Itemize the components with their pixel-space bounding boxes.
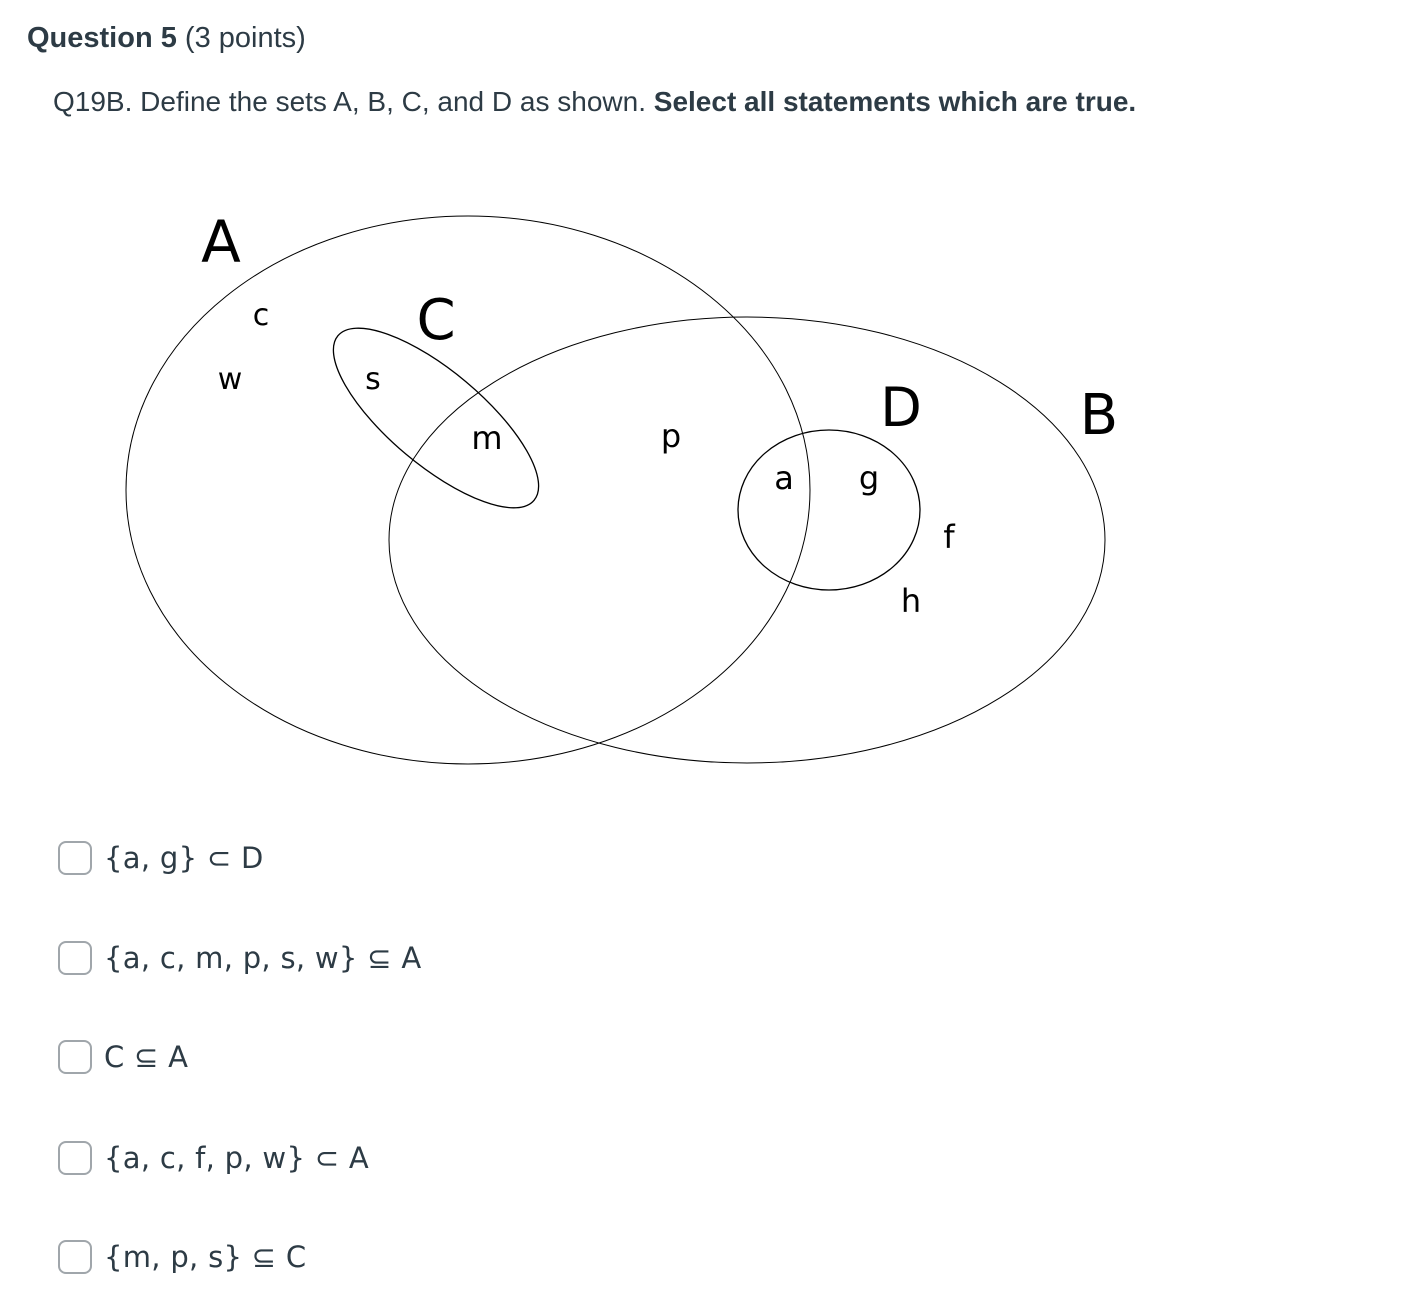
element-g: g bbox=[858, 459, 880, 497]
set-d-ellipse bbox=[738, 430, 920, 590]
element-h: h bbox=[900, 582, 922, 620]
element-a: a bbox=[774, 459, 794, 497]
prompt-instruction: Select all statements which are true. bbox=[653, 86, 1137, 117]
answer-checkbox-2[interactable] bbox=[58, 941, 92, 975]
answer-checkbox-1[interactable] bbox=[58, 841, 92, 875]
element-f: f bbox=[943, 518, 955, 556]
answer-label-2[interactable]: {a, c, m, p, s, w} ⊆ A bbox=[104, 941, 422, 975]
element-p: p bbox=[660, 417, 682, 455]
element-s: s bbox=[365, 362, 381, 397]
element-m: m bbox=[471, 419, 503, 457]
answer-checkbox-5[interactable] bbox=[58, 1240, 92, 1274]
answer-option-3[interactable] bbox=[58, 1037, 188, 1077]
answer-checkbox-4[interactable] bbox=[58, 1141, 92, 1175]
question-title: Question 5 bbox=[27, 22, 177, 54]
set-label-b: B bbox=[1079, 383, 1119, 448]
element-c: c bbox=[252, 298, 270, 333]
answer-option-2[interactable] bbox=[58, 938, 421, 978]
question-points: (3 points) bbox=[184, 22, 306, 54]
answer-checkbox-3[interactable] bbox=[58, 1040, 92, 1074]
element-w: w bbox=[217, 362, 243, 397]
set-label-c: C bbox=[416, 288, 456, 353]
set-label-a: A bbox=[201, 208, 241, 276]
answer-option-5[interactable] bbox=[58, 1237, 306, 1277]
answer-label-5[interactable]: {m, p, s} ⊆ C bbox=[104, 1240, 307, 1274]
set-b-ellipse bbox=[389, 317, 1105, 763]
answer-label-4[interactable]: {a, c, f, p, w} ⊂ A bbox=[104, 1141, 369, 1175]
set-a-ellipse bbox=[126, 216, 810, 764]
answer-label-3[interactable]: C ⊆ A bbox=[104, 1040, 189, 1074]
answer-option-4[interactable] bbox=[58, 1138, 369, 1178]
prompt-text: Q19B. Define the sets A, B, C, and D as shown. bbox=[53, 86, 646, 117]
answer-option-1[interactable] bbox=[58, 838, 264, 878]
answer-label-1[interactable]: {a, g} ⊂ D bbox=[104, 841, 264, 875]
set-label-d: D bbox=[880, 376, 922, 439]
